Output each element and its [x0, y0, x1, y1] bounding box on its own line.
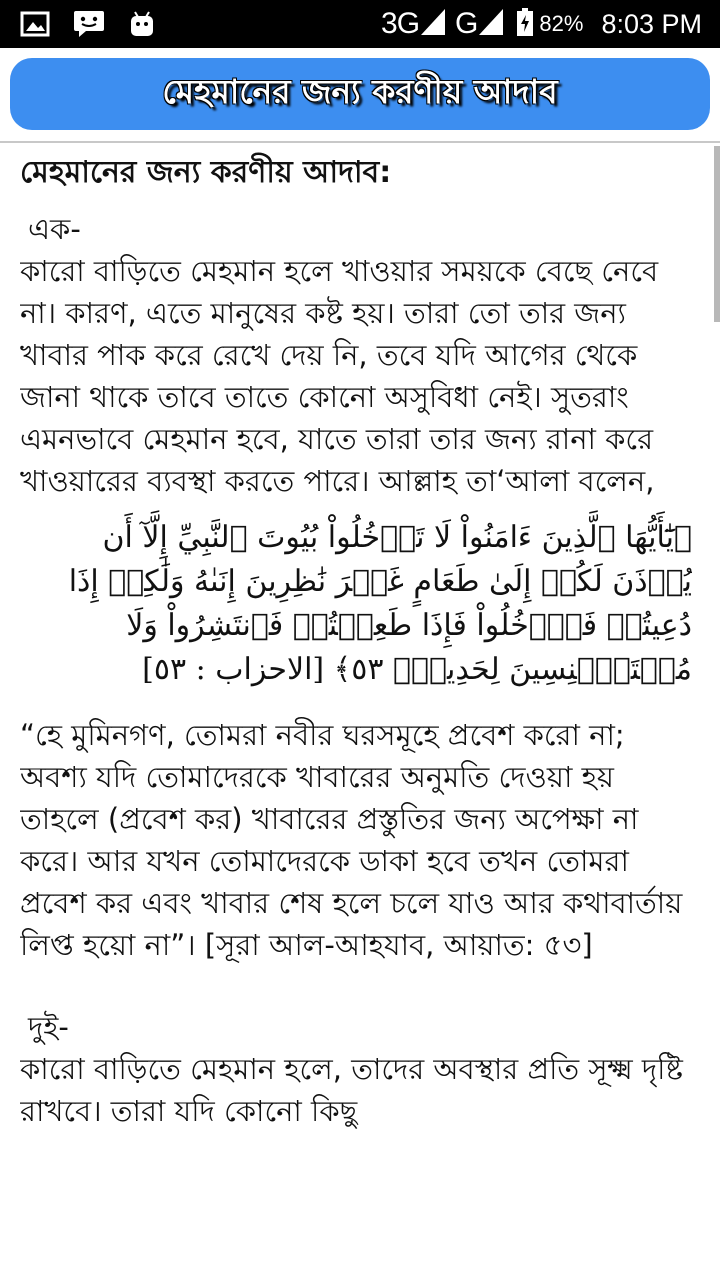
- battery-charging-icon: [517, 8, 533, 41]
- signal-icon: [421, 9, 445, 40]
- article-content[interactable]: [20, 152, 692, 1280]
- title-banner[interactable]: [10, 58, 710, 130]
- status-bar: [0, 0, 720, 48]
- point-text-1: কারো বাড়িতে মেহমান হলে খাওয়ার সময়কে বেছে নেবে না। কারণ, এতে মানুষের কষ্ট হয়। তারা তো তার জন্য খাবার পাক করে রেখে দেয় নি, তবে যদি আগের থেকে জানা থাকে তাবে তাতে কোনো অসুবিধা নেই। সুতরাং এমনভাবে মেহমান হবে, যাতে তারা তার জন্য রানা করে খাওয়ারের ব্যবস্থা করতে পারে। আল্লাহ তা‘আলা বলেন,: [20, 254, 659, 498]
- arabic-verse: ﴿يَٰٓأَيُّهَا ٱلَّذِينَ ءَامَنُواْ لَا تَدۡخُلُواْ بُيُوتَ ٱلنَّبِيِّ إِلَّآ أَن يُؤۡذَنَ لَكُمۡ إِلَىٰ طَعَامٍ غَيۡرَ نَٰظِرِينَ إِنَىٰهُ وَلَٰكِنۡ إِذَا دُعِيتُمۡ فَٱدۡخُلُواْ فَإِذَا طَعِمۡتُمۡ فَٱنتَشِرُواْ وَلَا مُسۡتَـٔۡنِسِينَ لِحَدِيثٍۚ ٥٣﴾ [الاحزاب : ٥٣]: [68, 520, 692, 687]
- point-label-2: দুই-: [28, 1010, 69, 1044]
- article-heading: মেহমানের জন্য করণীয় আদাব:: [20, 155, 392, 190]
- image-icon: [20, 11, 50, 37]
- network-type-g: G: [455, 7, 478, 40]
- android-icon: [128, 9, 156, 39]
- app-header: [0, 48, 720, 140]
- scrollbar[interactable]: [714, 146, 720, 322]
- messenger-icon: [72, 9, 106, 39]
- battery-percent: 82%: [539, 11, 584, 36]
- page-title: মেহমানের জন্য করণীয় আদাব: [162, 72, 558, 111]
- divider: [0, 141, 720, 143]
- point-text-2: কারো বাড়িতে মেহমান হলে, তাদের অবস্থার প্রতি সূক্ষ্ম দৃষ্টি রাখবে। তারা যদি কোনো কিছু: [20, 1052, 683, 1128]
- clock: 8:03 PM: [601, 8, 702, 39]
- signal-icon: [479, 9, 503, 40]
- point-label-1: এক-: [28, 212, 81, 246]
- verse-translation: “হে মুমিনগণ, তোমরা নবীর ঘরসমূহে প্রবেশ করো না; অবশ্য যদি তোমাদেরকে খাবারের অনুমতি দেওয়া হয় তাহলে (প্রবেশ কর) খাবারের প্রস্তুতির জন্য অপেক্ষা না করে। আর যখন তোমাদেরকে ডাকা হবে তখন তোমরা প্রবেশ কর এবং খাবার শেষ হলে চলে যাও আর কথাবার্তায় লিপ্ত হয়ো না”। [সূরা আল-আহযাব, আয়াত: ৫৩]: [20, 718, 683, 962]
- network-type-3g: 3G: [381, 7, 420, 40]
